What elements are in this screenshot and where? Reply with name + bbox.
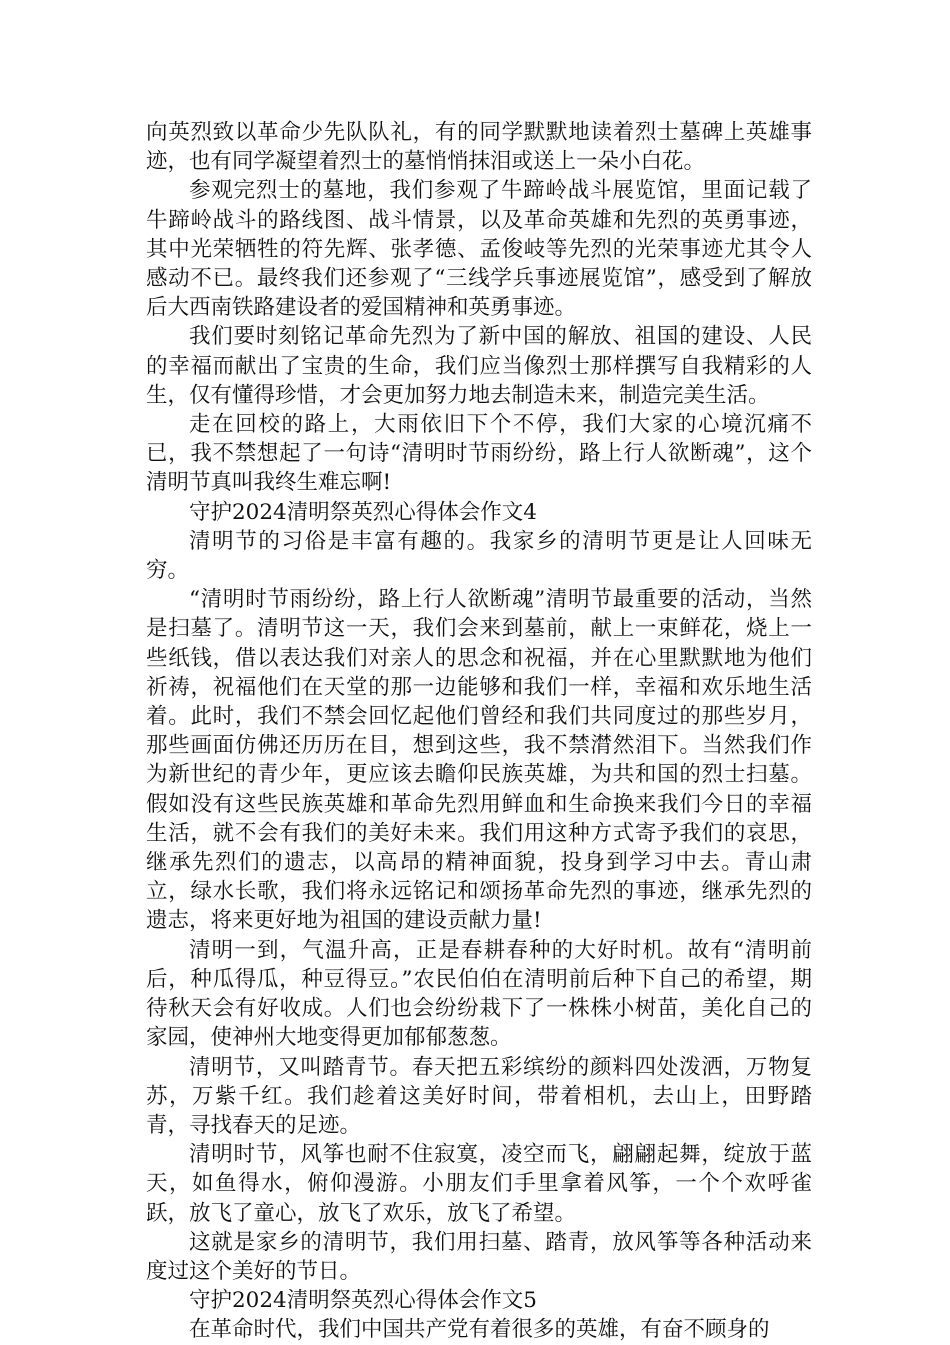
paragraph: 清明一到，气温升高，正是春耕春种的大好时机。故有“清明前后，种瓜得瓜，种豆得豆。”农民伯伯在清明前后种下自己的希望，期待秋天会有好收成。人们也会纷纷栽下了一株株小树苗，美化自己的家园，使神州大地变得更加郁郁葱葱。 (146, 937, 812, 1051)
paragraph: 这就是家乡的清明节，我们用扫墓、踏青，放风筝等各种活动来度过这个美好的节日。 (146, 1229, 812, 1284)
paragraph: 清明节，又叫踏青节。春天把五彩缤纷的颜料四处泼洒，万物复苏，万紫千红。我们趁着这美好时间，带着相机，去山上，田野踏青，寻找春天的足迹。 (146, 1054, 812, 1138)
paragraph: “清明时节雨纷纷，路上行人欲断魂”清明节最重要的活动，当然是扫墓了。清明节这一天，我们会来到墓前，献上一束鲜花，烧上一些纸钱，借以表达我们对亲人的思念和祝福，并在心里默默地为他们祈祷，祝福他们在天堂的那一边能够和我们一样，幸福和欢乐地生活着。此时，我们不禁会回忆起他们曾经和我们共同度过的那些岁月，那些画面仿佛还历历在目，想到这些，我不禁潸然泪下。当然我们作为新世纪的青少年，更应该去瞻仰民族英雄，为共和国的烈士扫墓。假如没有这些民族英雄和革命先烈用鲜血和生命换来我们今日的幸福生活，就不会有我们的美好未来。我们用这种方式寄予我们的哀思，继承先烈们的遗志，以高昂的精神面貌，投身到学习中去。青山肃立，绿水长歌，我们将永远铭记和颂扬革命先烈的事迹，继承先烈的遗志，将来更好地为祖国的建设贡献力量! (146, 587, 812, 934)
document-page (146, 118, 812, 1345)
paragraph: 走在回校的路上，大雨依旧下个不停，我们大家的心境沉痛不已，我不禁想起了一句诗“清明时节雨纷纷，路上行人欲断魂”，这个清明节真叫我终生难忘啊! (146, 412, 812, 496)
paragraph: 清明时节，风筝也耐不住寂寞，凌空而飞，翩翩起舞，绽放于蓝天，如鱼得水，俯仰漫游。小朋友们手里拿着风筝，一个个欢呼雀跃，放飞了童心，放飞了欢乐，放飞了希望。 (146, 1142, 812, 1226)
section-heading: 守护2024清明祭英烈心得体会作文4 (189, 499, 537, 525)
paragraph: 向英烈致以革命少先队队礼，有的同学默默地读着烈士墓碑上英雄事迹，也有同学凝望着烈士的墓悄悄抹泪或送上一朵小白花。 (146, 120, 812, 175)
paragraph: 参观完烈士的墓地，我们参观了牛蹄岭战斗展览馆，里面记载了牛蹄岭战斗的路线图、战斗情景，以及革命英雄和先烈的英勇事迹，其中光荣牺牲的符先辉、张孝德、孟俊岐等先烈的光荣事迹尤其令人感动不已。最终我们还参观了“三线学兵事迹展览馆”，感受到了解放后大西南铁路建设者的爱国精神和英勇事迹。 (146, 178, 812, 321)
paragraph: 我们要时刻铭记革命先烈为了新中国的解放、祖国的建设、人民的幸福而献出了宝贵的生命，我们应当像烈士那样撰写自我精彩的人生，仅有懂得珍惜，才会更加努力地去制造未来，制造完美生活。 (146, 324, 812, 408)
paragraph: 在革命时代，我们中国共产党有着很多的英雄，有奋不顾身的 (189, 1317, 770, 1343)
paragraph: 清明节的习俗是丰富有趣的。我家乡的清明节更是让人回味无穷。 (146, 528, 812, 584)
section-heading: 守护2024清明祭英烈心得体会作文5 (189, 1288, 537, 1314)
